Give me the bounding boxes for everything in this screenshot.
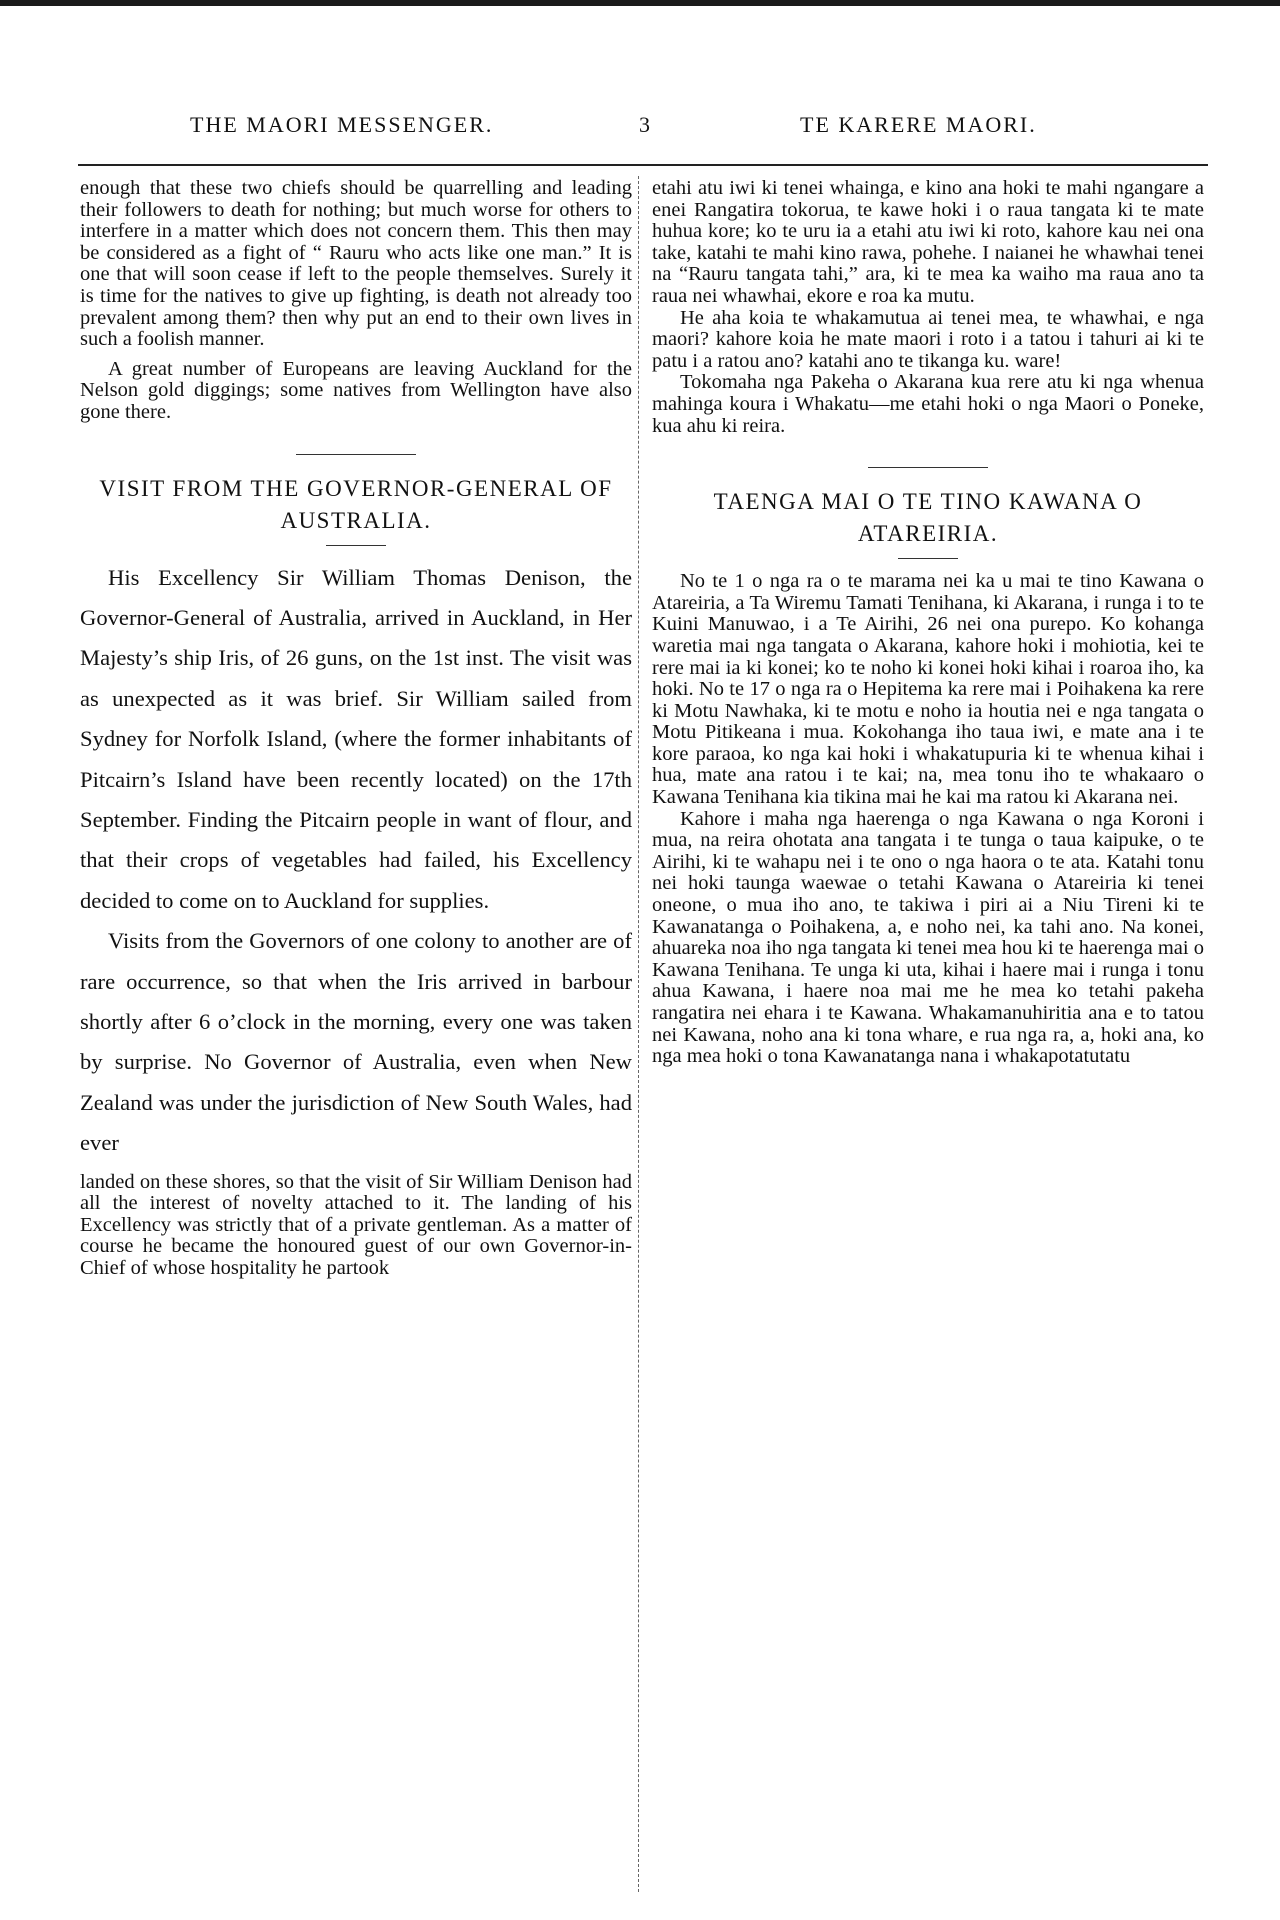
english-paragraph-5: landed on these shores, so that the visit of Sir William Denison had all the interest of novelty attached to it. The landing of his Excellency was strictly that of a private gentleman. As a matter of course he became the honoured guest of our own Governor-in-Chief of whose hospitality he partook <box>80 1170 632 1279</box>
maori-column <box>652 178 1204 1068</box>
section-separator-maori <box>868 467 988 468</box>
maori-masthead: TE KARERE MAORI. <box>800 112 1037 137</box>
page-number: 3 <box>639 112 652 137</box>
english-column <box>80 178 632 1280</box>
maori-paragraph-5: Kahore i maha nga haerenga o nga Kawana o nga Koroni i mua, na reira ohotata ana tangata i te tunga o taua kaipuke, o te Airihi, ki te wahapu nei i te ono o nga haora o te ata. Katahi tonu nei hoki taunga waewae o tetahi Kawana o Atareiria ki tenei oneone, o mua iho ano, te takiwa i piri ai a Niu Tireni ki te Kawanatanga o Poihakena, a, e noho nei, ka tahi ano. Na konei, ahuareka noa iho nga tangata ki tenei mea hou ki te haerenga mai o Kawana Tenihana. Te unga ki uta, kihai i haere mai i runga i tonu ahua Kawana, i haere noa mai me he mea ko tetahi pakeha rangatira nei ehara i te Kawana. Whakamanuhiritia ana e to tatou nei Kawana, noho ana ki tona whare, e rua nga ra, a, hoki ana, ko nga mea hoki o tona Kawanatanga nana i whakapotatutatu <box>652 807 1204 1068</box>
column-divider <box>638 176 640 1892</box>
maori-paragraph-2: He aha koia te whakamutua ai tenei mea, te whawhai, e nga maori? kahore koia he mate maori i roto i a tatou i tahuri ai ki te patu i a ratou ano? katahi ano te tikanga ku. ware! <box>652 306 1204 372</box>
heading-rule <box>326 545 386 546</box>
english-paragraph-1: enough that these two chiefs should be quarrelling and leading their followers to death for nothing; but much worse for others to interfere in a matter which does not concern them. This then may be considered as a fight of “ Rauru who acts like one man.” It is one that will soon cease if left to the people themselves. Surely it is time for the natives to give up fighting, is death not already too prevalent among them? then why put an end to their own lives in such a foolish manner. <box>80 177 632 351</box>
header-rule <box>78 164 1208 166</box>
heading-rule-maori <box>898 558 958 559</box>
page-top-edge <box>0 0 1280 6</box>
english-masthead: THE MAORI MESSENGER. <box>190 112 494 137</box>
maori-section-heading: TAENGA MAI O TE TINO KAWANA O ATAREIRIA. <box>713 489 1143 547</box>
english-paragraph-3: His Excellency Sir William Thomas Denison, the Governor-General of Australia, arrived in Auckland, in Her Majesty’s ship Iris, of 26 guns, on the 1st inst. The visit was as unexpected as it was brief. Sir William sailed from Sydney for Norfolk Island, (where the former inhabitants of Pitcairn’s Island have been recently located) on the 17th September. Finding the Pitcairn people in want of flour, and that their crops of vegetables had failed, his Excellency decided to come on to Auckland for supplies. <box>80 564 632 913</box>
maori-paragraph-3: Tokomaha nga Pakeha o Akarana kua rere atu ki nga whenua mahinga koura i Whakatu—me etahi hoki o nga Maori o Poneke, kua ahu ki reira. <box>652 371 1204 437</box>
maori-paragraph-1: etahi atu iwi ki tenei whainga, e kino ana hoki te mahi ngangare a enei Rangatira tokorua, te kawe hoki i o raua tangata ki te mate huhua kore; ko te uru ia a etahi atu iwi ki roto, kahore kau nei ona take, katahi te mahi kino rawa, pohehe. I naianei he whawhai tenei na “Rauru tangata tahi,” ara, ki te mea ka waiho ma raua ano ta raua nei whawhai, ekore e roa ka mutu. <box>652 177 1204 307</box>
maori-paragraph-4: No te 1 o nga ra o te marama nei ka u mai te tino Kawana o Atareiria, a Ta Wiremu Tamati Tenihana, ki Akarana, i runga i to te Kuini Manuwao, i a Te Airihi, 26 nei ona purepo. Ko kohanga waretia mai nga tangata o Akarana, kahore hoki i mohiotia, kei te rere mai ia ki konei; ko te noho ki konei hoki kihai i roaroa iho, ka hoki. No te 17 o nga ra o Hepitema ka rere mai i Poihakena ka rere ki Motu Nawhaka, ki te motu e noho ia houtia nei e nga tangata o Motu Pitikeana i mua. Kokohanga iho taua iwi, e mate ana i te kore paraoa, ko nga kai hoki i whakatupuria ki te whenua kihai i hua, mate ana ratou i te kai; na, mea tonu iho te whakaaro o Kawana Tenihana kia tikina mai he kai ma ratou ki Akarana nei. <box>652 570 1204 809</box>
section-separator <box>296 454 416 455</box>
english-section-heading: VISIT FROM THE GOVERNOR-GENERAL OF AUSTRALIA. <box>99 475 613 533</box>
english-paragraph-2: A great number of Europeans are leaving Auckland for the Nelson gold diggings; some natives from Wellington have also gone there. <box>80 357 632 423</box>
english-paragraph-4: Visits from the Governors of one colony to another are of rare occurrence, so that when the Iris arrived in barbour shortly after 6 o’clock in the morning, every one was taken by surprise. No Governor of Australia, even when New Zealand was under the jurisdiction of New South Wales, had ever <box>80 928 632 1156</box>
page-header <box>0 108 1280 148</box>
